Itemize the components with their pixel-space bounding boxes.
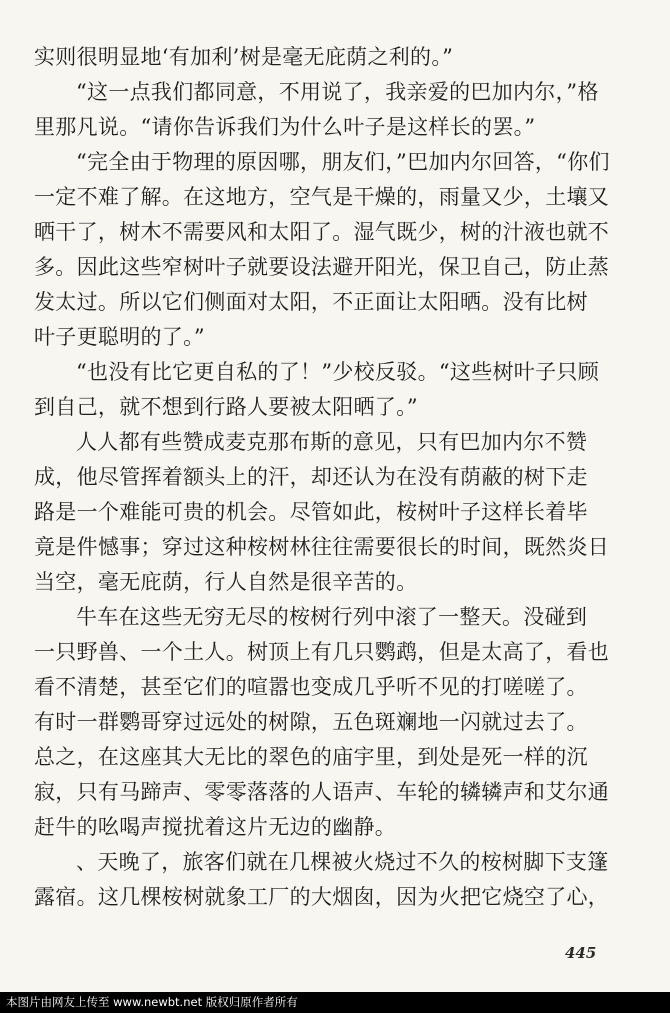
text-line: 叶子更聪明的了。” — [34, 325, 205, 349]
text-line: 竟是件憾事；穿过这种桉树林往往需要很长的时间，既然炎日 — [34, 535, 610, 559]
page-number: 445 — [565, 944, 597, 962]
text-line: “这一点我们都同意，不用说了，我亲爱的巴加内尔，”格 — [76, 80, 599, 104]
text-line: 牛车在这些无穷无尽的桉树行列中滚了一整天。没碰到 — [76, 605, 588, 629]
text-line: 实则很明显地‘有加利’树是毫无庇荫之利的。” — [34, 45, 454, 69]
text-line: 一定不难了解。在这地方，空气是干燥的，雨量又少，土壤又 — [34, 185, 610, 209]
text-line: “也没有比它更自私的了！”少校反驳。“这些树叶子只顾 — [76, 360, 600, 384]
text-line: “完全由于物理的原因哪，朋友们，”巴加内尔回答，“你们 — [76, 150, 610, 174]
text-line: 、天晚了，旅客们就在几棵被火烧过不久的桉树脚下支篷 — [76, 850, 609, 874]
body-text — [34, 40, 622, 915]
text-line: 成，他尽管挥着额头上的汗，却还认为在没有荫蔽的树下走 — [34, 465, 588, 489]
text-line: 发太过。所以它们侧面对太阳，不正面让太阳晒。没有比树 — [34, 290, 588, 314]
text-line: 看不清楚，甚至它们的喧嚣也变成几乎听不见的打嗟嗟了。 — [34, 675, 588, 699]
text-line: 一只野兽、一个土人。树顶上有几只鹦鹉，但是太高了，看也 — [34, 640, 610, 664]
text-line: 人人都有些赞成麦克那布斯的意见，只有巴加内尔不赞 — [76, 430, 588, 454]
watermark-footer — [0, 992, 670, 1013]
text-line: 晒干了，树木不需要风和太阳了。湿气既少，树的汁液也就不 — [34, 220, 610, 244]
text-line: 多。因此这些窄树叶子就要设法避开阳光，保卫自己，防止蒸 — [34, 255, 610, 279]
text-line: 有时一群鹦哥穿过远处的树隙，五色斑斓地一闪就过去了。 — [34, 710, 588, 734]
text-line: 总之，在这座其大无比的翠色的庙宇里，到处是死一样的沉 — [34, 745, 588, 769]
text-line: 露宿。这几棵桉树就象工厂的大烟囱，因为火把它烧空了心， — [34, 885, 610, 909]
text-line: 当空，毫无庇荫，行人自然是很辛苦的。 — [34, 570, 418, 594]
watermark-text: 本图片由网友上传至 www.newbt.net 版权归原作者所有 — [6, 995, 298, 1009]
text-line: 路是一个难能可贵的机会。尽管如此，桉树叶子这样长着毕 — [34, 500, 588, 524]
text-line: 寂，只有马蹄声、零零落落的人语声、车轮的辚辚声和艾尔通 — [34, 780, 610, 804]
text-line: 到自己，就不想到行路人要被太阳晒了。” — [34, 395, 418, 419]
text-line: 里那凡说。“请你告诉我们为什么叶子是这样长的罢。” — [34, 115, 536, 139]
text-line: 赶牛的吆喝声搅扰着这片无边的幽静。 — [34, 815, 397, 839]
